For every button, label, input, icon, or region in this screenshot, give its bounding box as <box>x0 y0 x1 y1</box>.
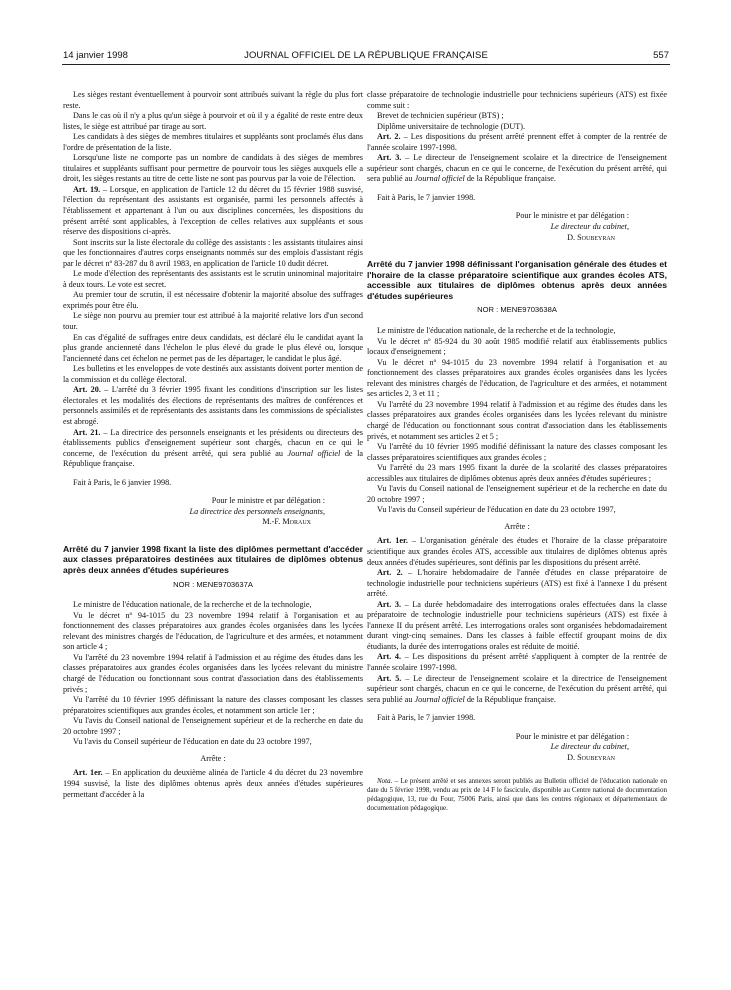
article-5 <box>367 674 667 706</box>
article-3 <box>367 153 667 185</box>
right-column <box>367 90 667 980</box>
paragraph: Le mode d'élection des représentants des assistants est le scrutin uninominal majoritaire à deux tours. Le vote est secret. <box>63 269 363 289</box>
signature-line: Pour le ministre et par délégation : <box>211 496 325 506</box>
signature-name: D. Soubeyran <box>567 752 615 762</box>
article-label: Art. 5. <box>377 673 402 683</box>
preamble: Vu l'avis du Conseil supérieur de l'éducation en date du 23 octobre 1997, <box>73 737 312 747</box>
article-label: Art. 3. <box>377 153 402 163</box>
article-text: – La durée hebdomadaire des interrogations orales effectuées dans la classe préparatoire de technologie industrielle pour techniciens supérieurs (ATS) est fixée à l'annexe II du présent arrêté. Les interrogations orales sont organisées hebdomadairement durant vingt-cinq semaines. Dans les classes à faible effectif groupant moins de dix étudiants, la durée des interrogations orales est réduite de moitié. <box>367 599 667 651</box>
journal-officiel-ref: Journal officiel <box>414 174 465 184</box>
article-1 <box>63 768 363 800</box>
paragraph: Sont inscrits sur la liste électorale du collège des assistants : les assistants titulaires ainsi que les fonctionnaires d'autres corps enseignants nommés sur des emplois d'assistant régis par le décret nº 83-287 du 8 avril 1983, en application de l'article 10 dudit décret. <box>63 237 363 268</box>
paragraph: Les sièges restant éventuellement à pourvoir sont attribués suivant la règle du plus fort reste. <box>63 90 363 110</box>
article-label: Art. 2. <box>377 568 403 578</box>
left-column <box>63 90 363 950</box>
article-label: Art. 2. <box>377 132 401 142</box>
article-2 <box>367 132 667 153</box>
article-text: – Lorsque, en application de l'article 12 du décret du 15 février 1988 susvisé, l'élection du représentant des assistants est organisée, parmi les personnels affectés à l'établissement et appartenant à l'un ou aux disciplines concernées, les dispositions du présent arrêté sont applicables, à l'exception de celles relatives aux suppléants et sous réserve des dispositions ci-après. <box>63 184 363 237</box>
preamble: Vu l'arrêté du 23 novembre 1994 relatif à l'admission et au régime des études dans les classes préparatoires aux grandes écoles organisées dans les lycées relevant du ministre chargé de l'éducation ou fonctionnant sous contrat d'association dans les établissements privés, et notamment ses articles 2 et 5 ; <box>367 399 667 441</box>
arrete-heading: Arrête : <box>200 753 226 763</box>
date-line: Fait à Paris, le 7 janvier 1998. <box>377 192 476 202</box>
preamble: Vu l'arrêté du 23 novembre 1994 relatif à l'admission et au régime des études dans les classes préparatoires aux grandes écoles organisées dans les lycées relevant du ministre chargé de l'éducation ou fonctionnant sous contrat d'association dans des établissements privés ; <box>63 652 363 694</box>
preamble: Vu l'avis du Conseil national de l'enseignement supérieur et de la recherche en date du 20 octobre 1997 ; <box>63 716 363 736</box>
preamble: Vu le décret nº 94-1015 du 23 novembre 1994 relatif à l'organisation et au fonctionnement des classes préparatoires aux grandes écoles organisées dans les lycées relevant des ministres chargés de l'éducation, de l'agriculture et des armées, et notamment ses articles 2, 3 et 11 ; <box>367 357 667 399</box>
article-text: de la République française. <box>464 694 556 704</box>
preamble: Vu l'arrêté du 10 février 1995 modifié définissant la nature des classes composant les classes préparatoires scientifiques aux grandes écoles ; <box>367 442 667 462</box>
article-text: – L'arrêté du 3 février 1995 fixant les conditions d'inscription sur les listes électorales et les modalités des élections de représentants des maîtres de conférences et personnels assimilés et de représentants des assistants dans les commissions de spécialistes est abrogé. <box>63 385 363 426</box>
article-1 <box>367 536 667 568</box>
article-text: – L'organisation générale des études et l'horaire de la classe préparatoire scientifique aux grandes écoles ATS, accessible aux titulaires de diplômes obtenus après deux années d'études supérieures, sont définis par les dispositions du présent arrêté. <box>367 536 667 567</box>
article-text: – Le directeur de l'enseignement scolaire et la directrice de l'enseignement supérieur sont chargés, chacun en ce qui le concerne, de l'exécution du présent arrêté, qui sera publié au <box>367 673 667 704</box>
header-date: 14 janvier 1998 <box>63 50 128 61</box>
article-label: Art. 20. <box>73 385 101 395</box>
header-page-number: 557 <box>653 50 669 61</box>
article-text: – Les dispositions du présent arrêté prennent effet à compter de la rentrée de l'année scolaire 1997-1998. <box>367 132 667 152</box>
preamble: Vu le décret nº 85-924 du 30 août 1985 modifié relatif aux établissements publics locaux d'enseignement ; <box>367 336 667 357</box>
article-label: Art. 21. <box>73 427 101 437</box>
arrete-heading: Arrête : <box>504 521 530 531</box>
signature-line: Pour le ministre et par délégation : <box>515 731 629 741</box>
page-header <box>63 50 669 64</box>
preamble: Le ministre de l'éducation nationale, de la recherche et de la technologie, <box>73 600 312 610</box>
article-label: Art. 1er. <box>377 536 408 546</box>
nor-reference: NOR : MENE9703637A <box>173 579 253 589</box>
article-text: – La directrice des personnels enseignants et les présidents ou directeurs des établissements publics d'enseignement supérieur sont chargés, chacun en ce qui le concerne, de l'exécution du présent arrêté, qui sera publié au <box>63 427 363 458</box>
paragraph: Les candidats à des sièges de membres titulaires et suppléants sont proclamés élus dans l'ordre de présentation de la liste. <box>63 132 363 152</box>
article-21 <box>63 428 363 470</box>
preamble: Vu le décret nº 94-1015 du 23 novembre 1994 relatif à l'organisation et au fonctionnement des classes préparatoires aux grandes écoles organisées dans les lycées relevant des ministres chargés de l'éducation, de l'agriculture et des armées, et notamment son article 4 ; <box>63 610 363 652</box>
note-label: Nota. <box>377 777 393 786</box>
signature-title: La directrice des personnels enseignants, <box>189 506 325 516</box>
list-item: Brevet de technicien supérieur (BTS) ; <box>377 111 504 121</box>
paragraph: Les bulletins et les enveloppes de vote destinés aux assistants doivent porter mention de la commission et du collège électoral. <box>63 364 363 384</box>
article-label: Art. 3. <box>377 599 402 609</box>
header-rule <box>62 64 670 65</box>
article-label: Art. 19. <box>73 184 101 194</box>
article-20 <box>63 385 363 427</box>
signature-line: Pour le ministre et par délégation : <box>515 211 629 221</box>
signature-name: M.-F. Moraux <box>262 517 311 527</box>
signature-title: Le directeur du cabinet, <box>550 742 629 752</box>
note-text: – Le présent arrêté et ses annexes seront publiés au Bulletin officiel de l'éducation nationale en date du 5 février 1998, vendu au prix de 14 F le fascicule, disponible au Centre national de documentation pédagogique, 13, rue du Four, 75006 Paris, ainsi que dans les centres régionaux et départementaux de documentation pédagogique. <box>367 777 667 812</box>
decree-title: Arrêté du 7 janvier 1998 fixant la liste des diplômes permettant d'accéder aux classes préparatoires destinées aux titulaires de diplômes obtenus après deux années d'études supérieures <box>63 543 363 576</box>
article-label: Art. 1er. <box>73 768 103 778</box>
list-item: Diplôme universitaire de technologie (DUT). <box>377 121 526 131</box>
preamble: Vu l'arrêté du 10 février 1995 définissant la nature des classes composant les classes préparatoires scientifiques aux grandes écoles, et notamment son article 1er ; <box>63 695 363 715</box>
preamble: Vu l'avis du Conseil supérieur de l'éducation en date du 23 octobre 1997, <box>377 505 616 515</box>
article-text: de la République française. <box>464 174 556 184</box>
paragraph: Dans le cas où il n'y a plus qu'un siège à pourvoir et où il y a égalité de reste entre deux listes, le siège est attribué par tirage au sort. <box>63 111 363 131</box>
publication-note <box>367 777 667 812</box>
signature-name: D. Soubeyran <box>567 232 615 242</box>
article-text: – En application du deuxième alinéa de l'article 4 du décret du 23 novembre 1994 susvisé, la liste des diplômes obtenus après deux années d'études supérieures permettant d'accéder à la <box>63 768 363 799</box>
article-text: – Le directeur de l'enseignement scolaire et la directrice de l'enseignement supérieur sont chargés, chacun en ce qui le concerne, de l'exécution du présent arrêté, qui sera publié au <box>367 153 667 184</box>
article-text: – L'horaire hebdomadaire de l'année d'études en classe préparatoire de technologie industrielle pour techniciens supérieurs (ATS) est fixé à l'annexe I du présent arrêté. <box>367 568 667 599</box>
paragraph: Lorsqu'une liste ne comporte pas un nombre de candidats à des sièges de membres titulaires et suppléants suffisant pour permettre de pourvoir tous les sièges auxquels elle a droit, les sièges restants au titre de cette liste ne sont pas pourvus par la voie de l'élection. <box>63 153 363 184</box>
decree-title: Arrêté du 7 janvier 1998 définissant l'organisation générale des études et l'horaire de la classe préparatoire scientifique aux grandes écoles ATS, accessible aux titulaires de diplômes obtenus après deux années d'études supérieures <box>367 259 667 301</box>
journal-officiel-ref: Journal officiel <box>287 448 341 458</box>
preamble: Le ministre de l'éducation nationale, de la recherche et de la technologie, <box>377 326 616 336</box>
journal-officiel-ref: Journal officiel <box>414 694 465 704</box>
signature-title: Le directeur du cabinet, <box>550 222 629 232</box>
paragraph: classe préparatoire de technologie industrielle pour techniciens supérieurs (ATS) est fixée comme suit : <box>367 90 667 110</box>
article-2 <box>367 568 667 600</box>
nor-reference: NOR : MENE9703638A <box>477 305 557 315</box>
article-19 <box>63 185 363 238</box>
paragraph: Le siège non pourvu au premier tour est attribué à la majorité relative lors d'un second tour. <box>63 311 363 332</box>
preamble: Vu l'avis du Conseil national de l'enseignement supérieur et de la recherche en date du 20 octobre 1997 ; <box>367 484 667 504</box>
paragraph: En cas d'égalité de suffrages entre deux candidats, est déclaré élu le candidat ayant la plus grande ancienneté dans l'échelon le plus élevé du grade le plus élevé ou, lorsque l'ancienneté dans cet échelon ne permet pas de les départager, le candidat le plus âgé. <box>63 332 363 363</box>
article-4 <box>367 652 667 673</box>
article-text: – Les dispositions du présent arrêté s'appliquent à compter de la rentrée de l'année scolaire 1997-1998. <box>367 652 667 672</box>
article-text: de la République française. <box>63 448 363 469</box>
preamble: Vu l'arrêté du 23 mars 1995 fixant la durée de la scolarité des classes préparatoires accessibles aux titulaires de diplômes obtenus après deux années d'études supérieures ; <box>367 463 667 483</box>
article-label: Art. 4. <box>377 652 402 662</box>
date-line: Fait à Paris, le 7 janvier 1998. <box>377 713 476 723</box>
article-3 <box>367 600 667 653</box>
date-line: Fait à Paris, le 6 janvier 1998. <box>73 477 172 487</box>
paragraph: Au premier tour de scrutin, il est nécessaire d'obtenir la majorité absolue des suffrages exprimés pour être élu. <box>63 290 363 310</box>
header-journal-title: JOURNAL OFFICIEL DE LA RÉPUBLIQUE FRANÇAISE <box>244 50 488 61</box>
